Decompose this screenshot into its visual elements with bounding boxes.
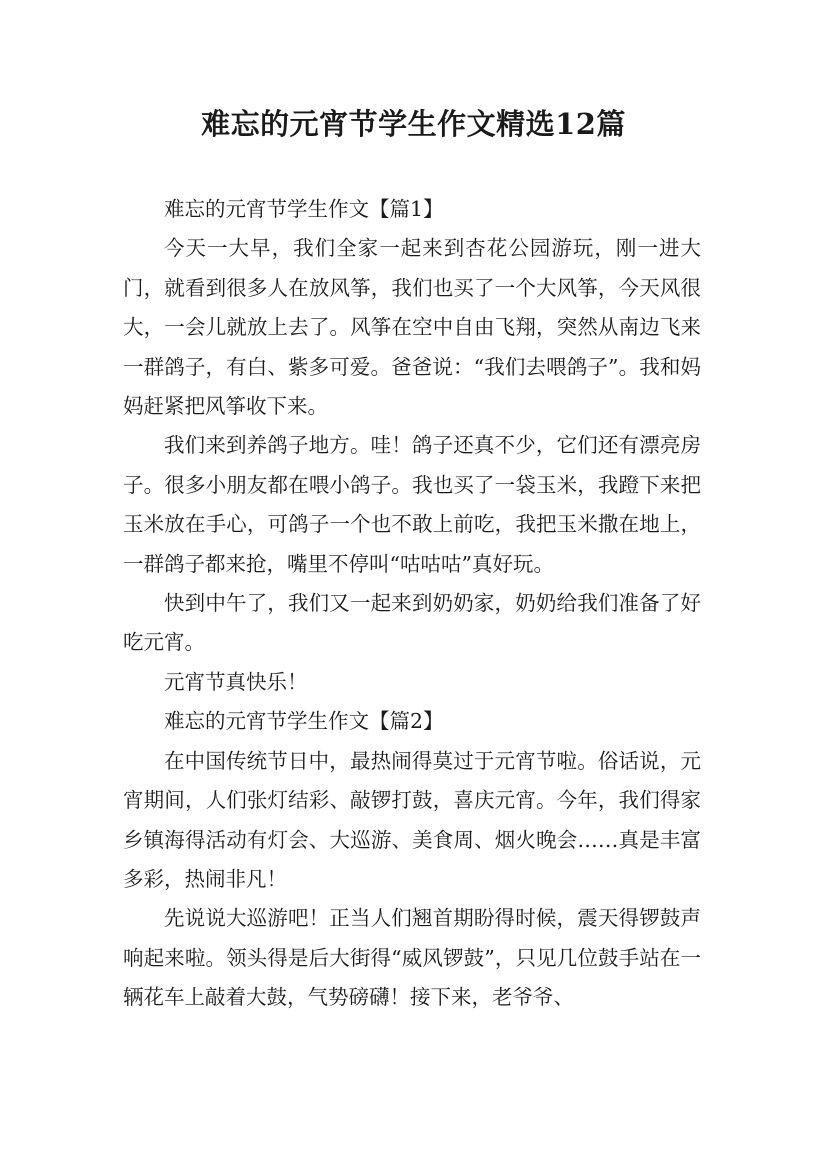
paragraph: 元宵节真快乐！ bbox=[164, 669, 308, 694]
paragraph: 我们来到养鸽子地方。哇！鸽子还真不少，它们还有漂亮房子。很多小朋友都在喂小鸽子。我也买了一袋玉米，我蹬下来把玉米放在手心，可鸽子一个也不敢上前吃，我把玉米撒在地上，一群鸽子都来抢，嘴里不停叫“咕咕咕”真好玩。 bbox=[123, 433, 701, 576]
document-body bbox=[123, 190, 701, 1018]
paragraph: 在中国传统节日中，最热闹得莫过于元宵节啦。俗话说，元宵期间，人们张灯结彩、敲锣打鼓，喜庆元宵。今年，我们得家乡镇海得活动有灯会、大巡游、美食周、烟火晚会……真是丰富多彩，热闹非凡！ bbox=[123, 748, 701, 891]
paragraph: 今天一大早，我们全家一起来到杏花公园游玩，刚一进大门，就看到很多人在放风筝，我们也买了一个大风筝，今天风很大，一会儿就放上去了。风筝在空中自由飞翔，突然从南边飞来一群鸽子，有白、紫多可爱。爸爸说：“我们去喂鸽子”。我和妈妈赶紧把风筝收下来。 bbox=[123, 236, 701, 419]
section-heading-1: 难忘的元宵节学生作文【篇1】 bbox=[164, 197, 444, 221]
document-title: 难忘的元宵节学生作文精选12篇 bbox=[201, 107, 626, 141]
paragraph: 快到中午了，我们又一起来到奶奶家，奶奶给我们准备了好吃元宵。 bbox=[123, 591, 701, 655]
paragraph: 先说说大巡游吧！正当人们翘首期盼得时候，震天得锣鼓声响起来啦。领头得是后大街得“威风锣鼓”，只见几位鼓手站在一辆花车上敲着大鼓，气势磅礴！接下来，老爷爷、 bbox=[123, 906, 701, 1010]
section-heading-2: 难忘的元宵节学生作文【篇2】 bbox=[164, 709, 444, 734]
